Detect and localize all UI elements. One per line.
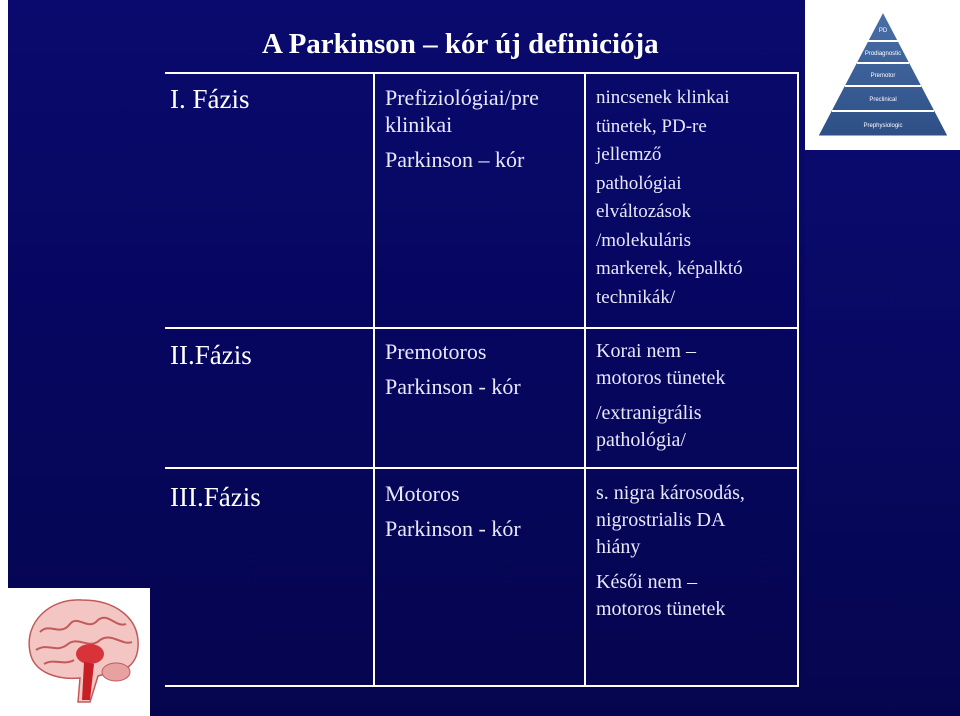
- phase-2-desc-line: motoros tünetek: [596, 367, 726, 389]
- phase-2-description: [596, 338, 796, 454]
- phase-3-name-line: Motoros: [385, 481, 460, 506]
- table-top-border: [165, 72, 799, 74]
- phase-1-name: [385, 84, 580, 173]
- phase-3-label: III.Fázis: [170, 482, 261, 512]
- phase-3-desc-line: Késői nem –: [596, 571, 698, 593]
- phase-2-name-sub: Parkinson - kór: [385, 374, 521, 399]
- phase-2-name: [385, 338, 580, 400]
- phase-1-label: I. Fázis: [170, 84, 250, 114]
- right-strip: [805, 150, 960, 716]
- phase-3-desc-line: hiány: [596, 536, 641, 558]
- phase-1-name-sub: Parkinson – kór: [385, 147, 525, 172]
- table-bottom-border: [165, 685, 799, 687]
- pyramid-icon: [808, 6, 958, 146]
- phase-3-desc-line: s. nigra károsodás,: [596, 482, 745, 504]
- slide-title: A Parkinson – kór új definiciója: [262, 28, 659, 60]
- pyramid-label: Prephysiologic: [863, 123, 903, 129]
- table-right-border: [797, 72, 799, 687]
- pyramid-label: Premotor: [870, 73, 896, 79]
- phase-1-desc-line: pathológiai: [596, 172, 682, 194]
- table-col-divider-2: [584, 72, 586, 687]
- pyramid-label: Prodiagnostic: [864, 51, 902, 57]
- pyramid-label: Preclinical: [869, 97, 897, 103]
- phase-1-desc-line: tünetek, PD-re: [596, 115, 707, 137]
- phase-3-desc-line: motoros tünetek: [596, 598, 726, 620]
- phase-1-desc-line: technikák/: [596, 286, 676, 308]
- phase-1-description: [596, 84, 796, 312]
- brain-icon: [20, 592, 145, 710]
- table-row-divider-1: [165, 327, 799, 329]
- phase-2-label: II.Fázis: [170, 340, 252, 370]
- pyramid-label: PD: [878, 28, 888, 34]
- table-row-divider-2: [165, 467, 799, 469]
- phase-3-name-sub: Parkinson - kór: [385, 516, 521, 541]
- phase-1-desc-line: markerek, képalktó: [596, 258, 743, 279]
- phase-3-desc-line: nigrostrialis DA: [596, 509, 726, 531]
- phase-3-name: [385, 480, 580, 542]
- phase-2-desc-line: Korai nem –: [596, 340, 696, 362]
- phase-1-desc-line: elváltozások: [596, 201, 691, 222]
- phase-1-desc-line: jellemző: [596, 144, 662, 165]
- table-col-divider-1: [373, 72, 375, 687]
- phase-1-name-line: Prefiziológiai/pre: [385, 85, 539, 110]
- phase-1-desc-line: nincsenek klinkai: [596, 87, 730, 108]
- phase-3-description: [596, 480, 796, 623]
- phase-2-desc-line: /extranigrális: [596, 402, 702, 424]
- phase-1-name-line: klinikai: [385, 112, 453, 137]
- phase-2-name-line: Premotoros: [385, 339, 487, 364]
- phase-1-desc-line: /molekuláris: [596, 229, 691, 251]
- phase-2-desc-line: pathológia/: [596, 429, 686, 451]
